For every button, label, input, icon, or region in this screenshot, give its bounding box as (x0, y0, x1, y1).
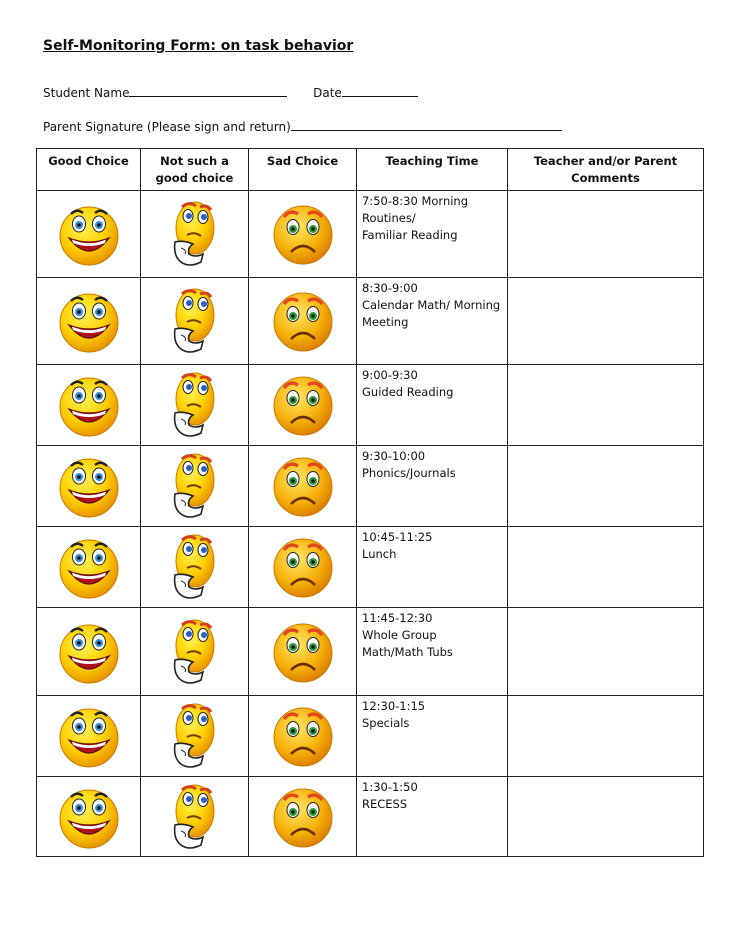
sad-choice-cell[interactable] (249, 608, 357, 696)
self-monitoring-table (36, 148, 704, 857)
not-such-a-good-choice-cell[interactable] (141, 278, 249, 365)
sad-choice-cell[interactable] (249, 777, 357, 857)
teaching-time-line: RECESS (362, 797, 408, 811)
comments-cell[interactable] (508, 446, 704, 527)
sad-choice-cell[interactable] (249, 527, 357, 608)
date-field[interactable] (342, 84, 418, 97)
comments-cell[interactable] (508, 777, 704, 857)
comments-cell[interactable] (508, 191, 704, 278)
parent-signature-label: Parent Signature (Please sign and return) (43, 120, 291, 134)
sad-choice-cell[interactable] (249, 696, 357, 777)
teaching-time-line: Calendar Math/ Morning (362, 298, 501, 312)
teaching-time-cell (357, 608, 508, 696)
table-row (37, 191, 704, 278)
good-choice-cell[interactable] (37, 446, 141, 527)
comments-cell[interactable] (508, 696, 704, 777)
not-such-a-good-choice-cell[interactable] (141, 777, 249, 857)
sad-choice-cell[interactable] (249, 278, 357, 365)
parent-signature-row (43, 118, 562, 134)
comments-cell[interactable] (508, 527, 704, 608)
teaching-time-cell (357, 696, 508, 777)
not-such-a-good-choice-cell[interactable] (141, 696, 249, 777)
teaching-time-line: 8:30-9:00 (362, 281, 418, 295)
student-name-label: Student Name (43, 86, 130, 100)
table-row (37, 527, 704, 608)
not-such-a-good-choice-cell[interactable] (141, 608, 249, 696)
parent-signature-field[interactable] (291, 118, 562, 131)
teaching-time-line: Lunch (362, 547, 397, 561)
teaching-time-cell (357, 446, 508, 527)
teaching-time-cell (357, 777, 508, 857)
good-choice-cell[interactable] (37, 527, 141, 608)
table-row (37, 608, 704, 696)
teaching-time-line: Meeting (362, 315, 409, 329)
good-choice-cell[interactable] (37, 365, 141, 446)
not-such-a-good-choice-cell[interactable] (141, 365, 249, 446)
comments-cell[interactable] (508, 278, 704, 365)
not-such-a-good-choice-cell[interactable] (141, 191, 249, 278)
teaching-time-line: 11:45-12:30 (362, 611, 433, 625)
good-choice-cell[interactable] (37, 278, 141, 365)
teaching-time-line: 12:30-1:15 (362, 699, 426, 713)
header-not-such-a-good-choice: Not such a good choice (141, 149, 249, 191)
table-row (37, 777, 704, 857)
sad-choice-cell[interactable] (249, 191, 357, 278)
date-label: Date (313, 86, 342, 100)
teaching-time-cell (357, 527, 508, 608)
sad-choice-cell[interactable] (249, 446, 357, 527)
teaching-time-cell (357, 365, 508, 446)
good-choice-cell[interactable] (37, 191, 141, 278)
not-such-a-good-choice-cell[interactable] (141, 446, 249, 527)
teaching-time-line: 1:30-1:50 (362, 780, 418, 794)
good-choice-cell[interactable] (37, 696, 141, 777)
teaching-time-line: Math/Math Tubs (362, 645, 453, 659)
teaching-time-line: Routines/ (362, 211, 416, 225)
teaching-time-line: Phonics/Journals (362, 466, 456, 480)
not-such-a-good-choice-cell[interactable] (141, 527, 249, 608)
good-choice-cell[interactable] (37, 777, 141, 857)
teaching-time-line: Guided Reading (362, 385, 454, 399)
teaching-time-line: Familiar Reading (362, 228, 458, 242)
comments-cell[interactable] (508, 608, 704, 696)
student-name-row (43, 84, 418, 100)
teaching-time-line: 7:50-8:30 Morning (362, 194, 469, 208)
header-sad-choice: Sad Choice (249, 149, 357, 191)
table-row (37, 446, 704, 527)
teaching-time-line: Specials (362, 716, 410, 730)
table-row (37, 365, 704, 446)
header-teaching-time: Teaching Time (357, 149, 508, 191)
table-header-row (37, 149, 704, 191)
teaching-time-line: Whole Group (362, 628, 437, 642)
comments-cell[interactable] (508, 365, 704, 446)
teaching-time-line: 10:45-11:25 (362, 530, 433, 544)
table-row (37, 278, 704, 365)
header-good-choice: Good Choice (37, 149, 141, 191)
teaching-time-line: 9:00-9:30 (362, 368, 418, 382)
student-name-field[interactable] (129, 84, 287, 97)
form-title: Self-Monitoring Form: on task behavior (43, 38, 354, 54)
header-comments: Teacher and/or Parent Comments (508, 149, 704, 191)
teaching-time-line: 9:30-10:00 (362, 449, 426, 463)
sad-choice-cell[interactable] (249, 365, 357, 446)
teaching-time-cell (357, 278, 508, 365)
table-row (37, 696, 704, 777)
teaching-time-cell (357, 191, 508, 278)
good-choice-cell[interactable] (37, 608, 141, 696)
